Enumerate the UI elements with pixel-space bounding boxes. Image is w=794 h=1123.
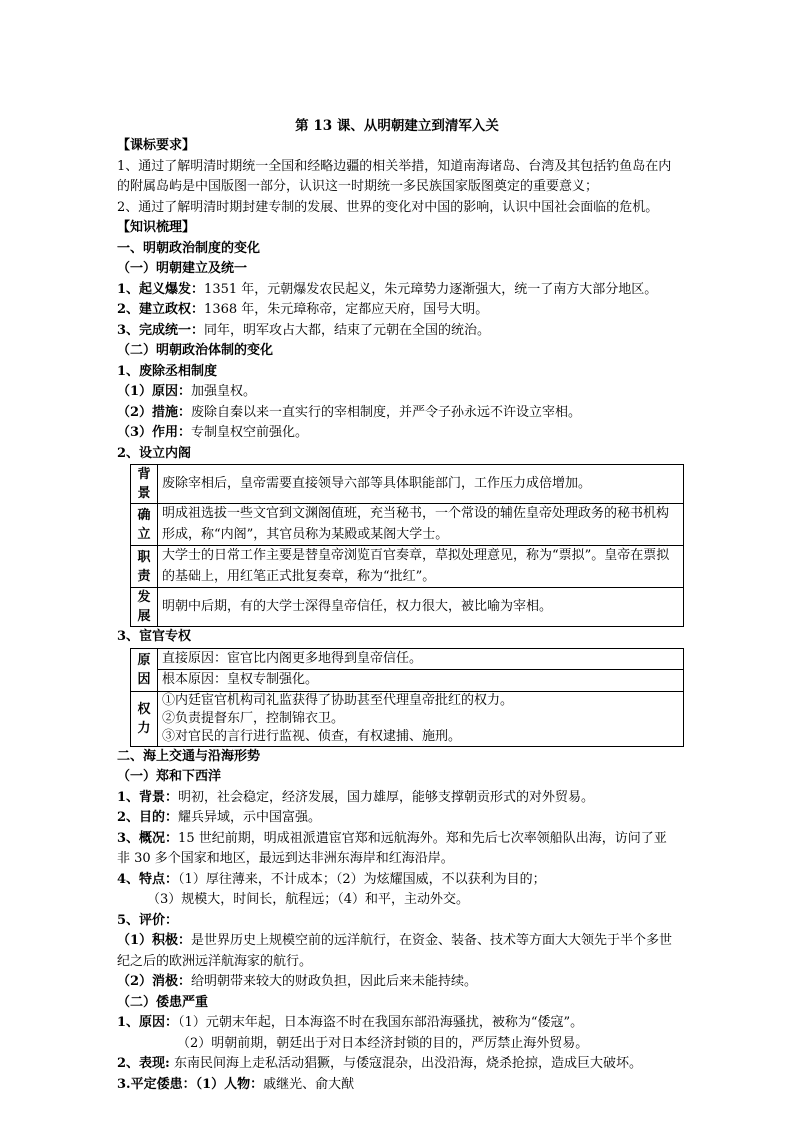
section-heading: （二）明朝政治体制的变化: [117, 343, 274, 358]
row-header: 发展: [131, 588, 158, 627]
part-2-heading: 二、海上交通与沿海形势: [117, 748, 261, 764]
row-cell: 明成祖选拔一些文官到文渊阁值班，充当秘书，一个常设的辅佐皇帝处理政务的秘书机构形成，称“内阁”，其官员称为某殿或某阁大学士。: [158, 504, 684, 546]
item-label: 1、原因：: [117, 1015, 179, 1030]
row-header: 确立: [131, 504, 158, 546]
subsection-heading: 1、废除丞相制度: [117, 363, 218, 379]
list-item-continued: （3）规模大，时间长，航程远；（4）和平，主动外交。: [147, 892, 470, 907]
item-text: 是世界历史上规模空前的远洋航行，在资金、装备、技术等方面大大领先于半个多世纪之后的欧洲远洋航海家的航行。: [117, 933, 673, 969]
list-item-continued: （2）明朝前期，朝廷出于对日本经济封锁的目的，严厉禁止海外贸易。: [177, 1035, 589, 1051]
cabinet-table: [130, 464, 684, 627]
list-item: [117, 403, 677, 424]
power-item: ①内廷宦官机构司礼监获得了协助甚至代理皇帝批红的权力。: [162, 692, 514, 708]
curriculum-item-1: 1、通过了解明清时期统一全国和经略边疆的相关举措，知道南海诸岛、台湾及其包括钓鱼岛在内的附属岛屿是中国版图一部分，认识这一时期统一多民族国家版图奠定的重要意义；: [117, 158, 672, 194]
list-item: [117, 280, 677, 301]
item-label: （3）作用：: [117, 425, 192, 440]
row-header: 职责: [131, 546, 158, 588]
table-row: [131, 504, 684, 546]
item-label: 3、概况：: [117, 830, 179, 846]
item-label: 3.平定倭患：（1）人物：: [117, 1076, 264, 1092]
list-item: [117, 423, 677, 444]
row-cell: 废除宰相后，皇帝需要直接领导六部等具体职能部门，工作压力成倍增加。: [158, 465, 684, 504]
item-text: 专制皇权空前强化。: [191, 425, 309, 440]
item-label: 3、完成统一：: [117, 322, 205, 338]
document-page: [117, 116, 677, 1095]
item-text: 废除自秦以来一直实行的宰相制度，并严令子孙永远不许设立宰相。: [191, 404, 582, 420]
row-cell: 大学士的日常工作主要是替皇帝浏览百官奏章，草拟处理意见，称为“票拟”。皇帝在票拟的基础上，用红笔正式批复奏章，称为“批红”。: [158, 546, 684, 588]
lesson-title: 第 13 课、从明朝建立到清军入关: [295, 118, 499, 134]
item-label: （1）积极：: [117, 933, 192, 948]
list-item: [117, 1075, 677, 1096]
item-text: 戚继光、俞大猷: [263, 1076, 355, 1092]
row-header: 背景: [131, 465, 158, 504]
subsection-heading: 2、设立内阁: [117, 445, 192, 461]
list-item: [117, 870, 677, 891]
table-row: [131, 465, 684, 504]
item-text: 1368 年，朱元璋称帝，定都应天府，国号大明。: [204, 302, 489, 317]
list-item: [117, 321, 677, 342]
table-row: [131, 670, 684, 692]
item-text: 耀兵异域，示中国富强。: [178, 810, 322, 825]
item-text: 15 世纪前期，明成祖派遣宦官郑和远航海外。郑和先后七次率领船队出海，访问了亚非 30 多个国家和地区，最远到达非洲东海岸和红海沿岸。: [117, 830, 667, 866]
item-label: 2、表现:: [117, 1056, 170, 1071]
section-heading: （二）倭患严重: [117, 994, 209, 1010]
table-row: [131, 546, 684, 588]
item-label: 1、起义爆发：: [117, 281, 205, 297]
list-item: [117, 972, 677, 993]
eunuch-table: [130, 648, 684, 747]
item-label: （2）消极：: [117, 974, 192, 989]
section-heading: （一）明朝建立及统一: [117, 261, 248, 276]
item-text: 给明朝带来较大的财政负担，因此后来未能持续。: [191, 974, 478, 989]
item-text: 1351 年，元朝爆发农民起义，朱元璋势力逐渐强大，统一了南方大部分地区。: [204, 281, 658, 297]
power-item: ③对官民的言行进行监视、侦查，有权逮捕、施刑。: [162, 728, 462, 744]
curriculum-heading: 【课标要求】: [117, 138, 196, 153]
list-item: [117, 1013, 677, 1034]
item-text: 加强皇权。: [191, 384, 257, 399]
list-item: [117, 382, 677, 403]
item-text: 明初，社会稳定，经济发展，国力雄厚，能够支撑朝贡形式的对外贸易。: [178, 789, 595, 805]
part-1-heading: 一、明朝政治制度的变化: [117, 240, 261, 256]
list-item: [117, 1054, 677, 1075]
item-text: 同年，明军攻占大都，结束了元朝在全国的统治。: [204, 322, 491, 338]
item-label: （2）措施：: [117, 404, 192, 420]
knowledge-heading: 【知识梳理】: [117, 220, 196, 235]
item-label: 2、建立政权：: [117, 302, 205, 317]
item-label: 2、目的：: [117, 810, 179, 825]
row-header: 权力: [131, 691, 158, 746]
subsection-heading: 3、宦官专权: [117, 629, 192, 644]
item-text: 东南民间海上走私活动猖獗，与倭寇混杂，出没沿海，烧杀抢掠，造成巨大破坏。: [169, 1056, 642, 1071]
item-label: 4、特点：: [117, 871, 179, 887]
item-text: （1）元朝末年起，日本海盗不时在我国东部沿海骚扰，被称为“倭寇”。: [178, 1015, 584, 1030]
list-item: [117, 931, 677, 972]
table-row: [131, 588, 684, 627]
row-cell: 明朝中后期，有的大学士深得皇帝信任，权力很大，被比喻为宰相。: [158, 588, 684, 627]
subsection-heading: 5、评价：: [117, 912, 179, 928]
list-item: [117, 788, 677, 809]
item-label: （1）原因：: [117, 384, 192, 399]
list-item: [117, 300, 677, 321]
table-row: [131, 691, 684, 746]
row-cell: 根本原因：皇权专制强化。: [158, 670, 684, 692]
item-text: （1）厚往薄来，不计成本；（2）为炫耀国威，不以获利为目的；: [178, 871, 546, 887]
table-row: [131, 648, 684, 670]
row-cell: 直接原因：宦官比内阁更多地得到皇帝信任。: [158, 648, 684, 670]
list-item: [117, 829, 677, 870]
list-item: [117, 808, 677, 829]
power-item: ②负责提督东厂，控制锦衣卫。: [162, 710, 345, 726]
section-heading: （一）郑和下西洋: [117, 769, 222, 784]
curriculum-item-2: 2、通过了解明清时期封建专制的发展、世界的变化对中国的影响，认识中国社会面临的危机。: [117, 199, 659, 215]
row-cell: [158, 691, 684, 746]
item-label: 1、背景：: [117, 789, 179, 805]
row-header: 原因: [131, 648, 158, 691]
